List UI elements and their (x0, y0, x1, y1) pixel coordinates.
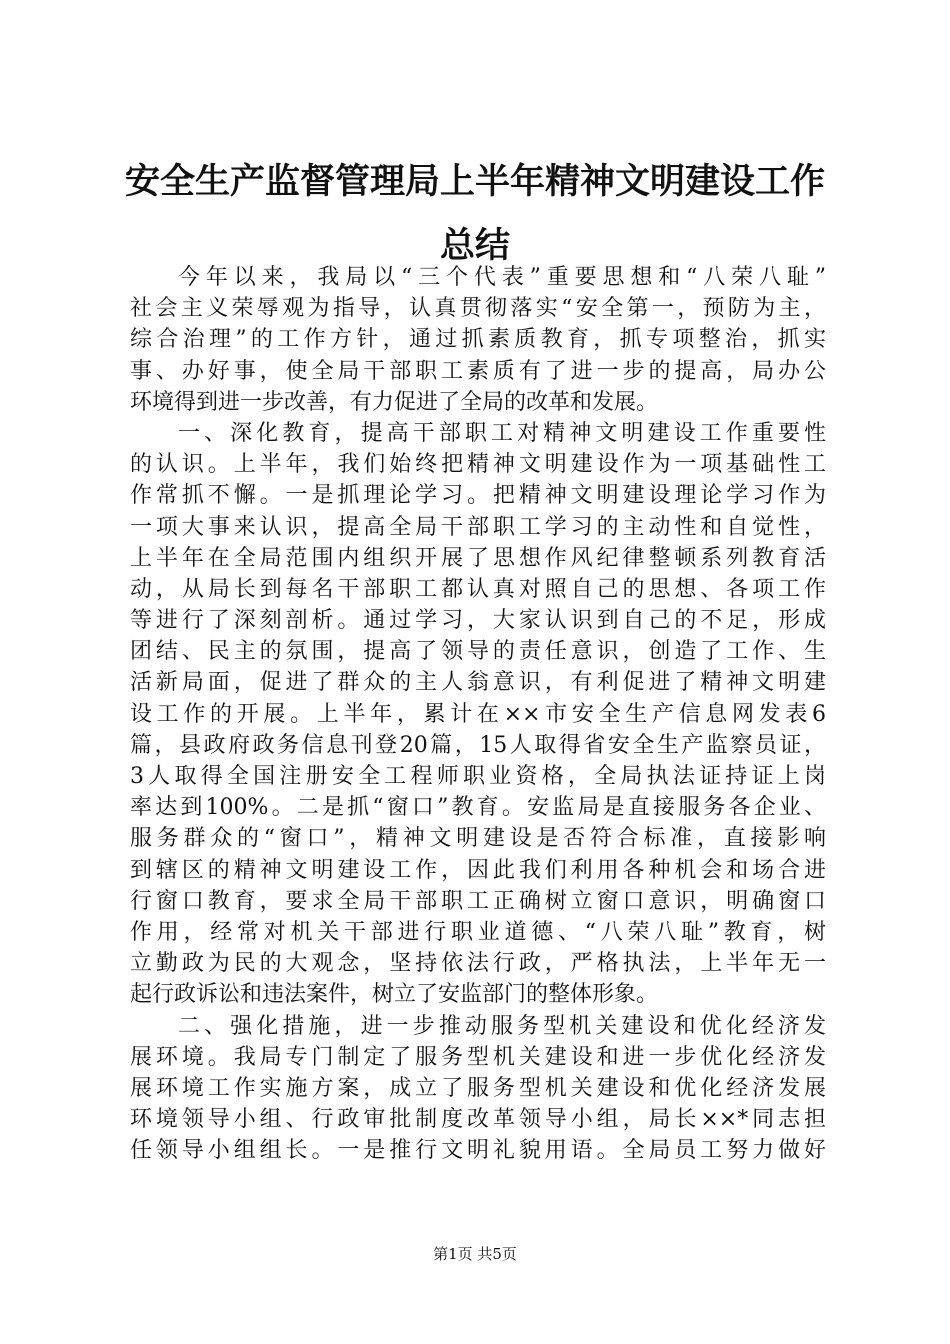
text-line: 环境得到进一步改善，有力促进了全局的改革和发展。 (130, 389, 659, 415)
text-line: 篇，县政府政务信息刊登20篇，15人取得省安全生产监察员证， (130, 732, 826, 758)
text-line: 展环境工作实施方案，成立了服务型机关建设和优化经济发展 (130, 1075, 826, 1101)
text-line: 一、深化教育，提高干部职工对精神文明建设工作重要性 (178, 420, 826, 446)
text-line: 起行政诉讼和违法案件，树立了安监部门的整体形象。 (130, 982, 659, 1008)
text-line: 任领导小组组长。一是推行文明礼貌用语。全局员工努力做好 (130, 1138, 826, 1164)
text-line: 的认识。上半年，我们始终把精神文明建设作为一项基础性工 (130, 452, 826, 478)
document-title-line-2: 总结 (439, 225, 510, 266)
text-line: 环境领导小组、行政审批制度改革领导小组，局长××*同志担 (130, 1107, 826, 1133)
text-line: 二、强化措施，进一步推动服务型机关建设和优化经济发 (178, 1013, 826, 1039)
text-line: 立勤政为民的大观念，坚持依法行政，严格执法，上半年无一 (130, 951, 826, 977)
text-line: 率达到100%。二是抓“窗口”教育。安监局是直接服务各企业、 (130, 795, 826, 821)
text-line: 社会主义荣辱观为指导，认真贯彻落实“安全第一，预防为主， (130, 296, 826, 322)
text-line: 活新局面，促进了群众的主人翁意识，有利促进了精神文明建 (130, 670, 826, 696)
text-line: 展环境。我局专门制定了服务型机关建设和进一步优化经济发 (130, 1044, 826, 1070)
text-line: 事、办好事，使全局干部职工素质有了进一步的提高，局办公 (130, 358, 826, 384)
text-line: 作用，经常对机关干部进行职业道德、“八荣八耻”教育，树 (130, 919, 826, 945)
page-footer: 第1页 共5页 (433, 1245, 517, 1263)
text-line: 动，从局长到每名干部职工都认真对照自己的思想、各项工作 (130, 576, 826, 602)
text-line: 到辖区的精神文明建设工作，因此我们利用各种机会和场合进 (130, 857, 826, 883)
text-line: 3人取得全国注册安全工程师职业资格，全局执法证持证上岗 (130, 764, 826, 789)
text-line: 设工作的开展。上半年，累计在××市安全生产信息网发表6 (130, 701, 826, 727)
document-body (130, 262, 826, 1166)
document-title-line-1: 安全生产监督管理局上半年精神文明建设工作 (124, 161, 825, 202)
text-line: 等进行了深刻剖析。通过学习，大家认识到自己的不足，形成 (130, 608, 826, 634)
text-line: 行窗口教育，要求全局干部职工正确树立窗口意识，明确窗口 (130, 888, 826, 914)
text-line: 上半年在全局范围内组织开展了思想作风纪律整顿系列教育活 (130, 545, 826, 571)
text-line: 综合治理”的工作方针，通过抓素质教育，抓专项整治，抓实 (130, 327, 826, 353)
text-line: 服务群众的“窗口”，精神文明建设是否符合标准，直接影响 (130, 826, 826, 852)
text-line: 今年以来，我局以“三个代表”重要思想和“八荣八耻” (178, 265, 826, 290)
text-line: 作常抓不懈。一是抓理论学习。把精神文明建设理论学习作为 (130, 483, 826, 509)
text-line: 团结、民主的氛围，提高了领导的责任意识，创造了工作、生 (130, 639, 826, 665)
text-line: 一项大事来认识，提高全局干部职工学习的主动性和自觉性， (130, 514, 826, 540)
